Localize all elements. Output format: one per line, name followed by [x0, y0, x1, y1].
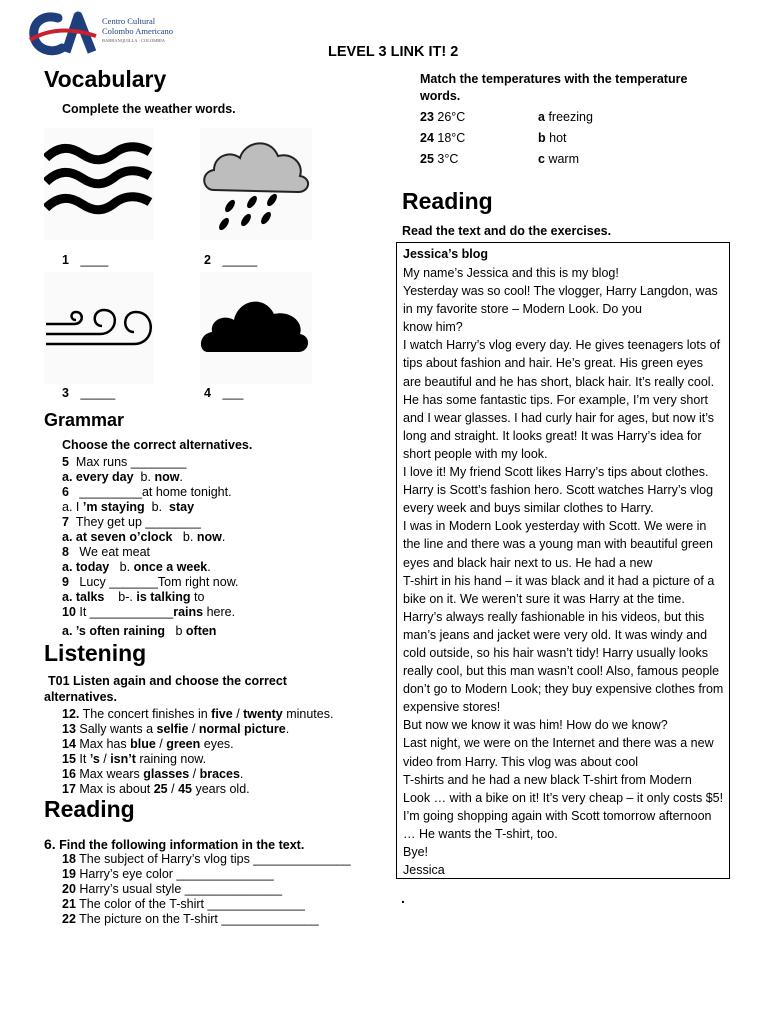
- blog-line: eyes and black hair next to us. He had a new: [403, 555, 653, 570]
- reading-instruction-left: [44, 836, 304, 852]
- temperature-instruction-line1: Match the temperatures with the temperature: [420, 72, 688, 86]
- q8-text: We eat meat: [79, 545, 151, 559]
- listening-num: 12.: [62, 707, 80, 721]
- listening-sep: /: [189, 767, 200, 781]
- q6-opt-b-prefix: b.: [151, 500, 163, 514]
- blog-line: Look … with a bike on it! It’s very cheap – it only costs $5!: [403, 790, 724, 805]
- blog-line: video from Harry. This vlog was about cool: [403, 754, 639, 769]
- find-text: The subject of Harry’s vlog tips ______________: [75, 852, 351, 866]
- listening-num: 14: [62, 737, 76, 751]
- reading-heading-left: Reading: [44, 796, 135, 822]
- listening-num: 15: [62, 752, 76, 766]
- temperature-instruction: [420, 71, 687, 105]
- listening-sep: /: [232, 707, 244, 721]
- find-text: The color of the T-shirt ______________: [75, 897, 305, 911]
- listening-opt2: normal picture: [198, 722, 286, 736]
- vocab-num-4: 4: [204, 386, 211, 400]
- listening-num: 13: [62, 722, 76, 736]
- blog-line: Yesterday was so cool! The vlogger, Harry Langdon, was: [403, 284, 718, 299]
- temp-word: warm: [548, 152, 579, 166]
- find-num: 21: [62, 897, 76, 911]
- blog-line: T-shirts and he had a new black T-shirt from Modern: [403, 772, 692, 787]
- listening-opt2: 45: [178, 782, 192, 796]
- q5-end: .: [179, 470, 183, 484]
- blog-line: the line and there was a young man with beautiful green: [403, 537, 713, 552]
- find-num: 18: [62, 852, 76, 866]
- blog-lines: [403, 264, 729, 879]
- q8-num: 8: [62, 545, 69, 559]
- blog-line: really cool, but this man wasn’t cool! Also, famous people: [403, 664, 720, 679]
- blog-line: long and straight. It looks great! It was Harry’s idea for: [403, 428, 702, 443]
- wind-waves-icon: [44, 128, 154, 240]
- find-text: Harry’s usual style ______________: [75, 882, 283, 896]
- listening-pre: Max is about: [75, 782, 154, 796]
- blog-line: bike on it. We weren’t sure it was Harry at the time.: [403, 591, 685, 606]
- q5-opt-a: a. every day: [62, 470, 134, 484]
- blog-line: Jessica: [403, 863, 445, 878]
- find-num: 22: [62, 912, 76, 926]
- listening-sep: /: [155, 737, 167, 751]
- q9-opt-a: a. talks: [62, 590, 105, 604]
- listening-post: .: [285, 722, 290, 736]
- listening-sep: /: [188, 722, 199, 736]
- temp-letter: a: [538, 110, 545, 124]
- blog-line: Last night, we were on the Internet and there was a new: [403, 736, 714, 751]
- temperature-instruction-line2: words.: [420, 89, 461, 103]
- vocab-num-2: 2: [204, 253, 211, 267]
- grammar-instruction: Choose the correct alternatives.: [62, 438, 253, 452]
- blog-line: Harry’s always really fashionable in his videos, but this: [403, 609, 705, 624]
- listening-opt1: selfie: [156, 722, 189, 736]
- blog-line: I’m going shopping again with Scott tomorrow afternoon: [403, 808, 712, 823]
- vocab-blank-4: ___: [222, 386, 244, 400]
- cloud-icon: [200, 272, 312, 384]
- temp-word: freezing: [548, 110, 593, 124]
- blog-line: in my favorite store – Modern Look. Do you: [403, 302, 643, 317]
- q10-text-a: It ____________: [79, 605, 174, 619]
- listening-sep: /: [167, 782, 179, 796]
- listening-instruction-line2: alternatives.: [44, 689, 117, 704]
- institution-line1: Centro Cultural: [102, 16, 156, 26]
- logo: [28, 10, 188, 58]
- vocab-num-3: 3: [62, 386, 69, 400]
- listening-post: years old.: [191, 782, 250, 796]
- vocab-blank-1: ____: [80, 253, 109, 267]
- listening-post: raining now.: [135, 752, 207, 766]
- q10-opt-b: often: [185, 624, 217, 638]
- trailing-dot: .: [401, 890, 405, 906]
- q8-opt-b-prefix: b.: [119, 560, 131, 574]
- listening-instruction-line1: T01 Listen again and choose the correct: [48, 674, 287, 688]
- blog-line: man’s jeans and jacket were very old. It was windy and: [403, 627, 708, 642]
- listening-post: minutes.: [282, 707, 334, 721]
- rain-cloud-icon: [200, 128, 312, 240]
- q7-opt-a: a. at seven o’clock: [62, 530, 173, 544]
- temp-num: 25: [420, 152, 434, 166]
- vocab-blank-3: _____: [80, 386, 116, 400]
- institution-line3: BARRANQUILLA · COLOMBIA: [102, 38, 165, 43]
- listening-pre: Sally wants a: [75, 722, 157, 736]
- wind-swirl-icon: [44, 272, 154, 384]
- blog-line: every week and buys similar clothes to Harry.: [403, 501, 654, 516]
- blog-line: … He wants the T-shirt, too.: [403, 826, 558, 841]
- q5-opt-b: now: [154, 470, 180, 484]
- temp-letter: c: [538, 152, 545, 166]
- listening-pre: The concert finishes in: [79, 707, 212, 721]
- blog-line: My name’s Jessica and this is my blog!: [403, 266, 619, 280]
- q9-text: Lucy _______Tom right now.: [79, 575, 239, 589]
- blog-line: tips about fashion and hair. He’s great. His green eyes: [403, 356, 703, 371]
- blog-line: don’t go to Modern Look; they buy expensive clothes from: [403, 682, 724, 697]
- listening-opt1: 25: [153, 782, 168, 796]
- listening-opt1: glasses: [143, 767, 190, 781]
- listening-pre: Max has: [75, 737, 131, 751]
- find-text: The picture on the T-shirt ______________: [75, 912, 319, 926]
- q5-opt-b-prefix: b.: [140, 470, 151, 484]
- blog-line: I love it! My friend Scott likes Harry’s tips about clothes.: [403, 465, 709, 480]
- blog-line: and I wear glasses. I had curly hair for ages, but now it’s: [403, 410, 715, 425]
- blog-line: I watch Harry’s vlog every day. He gives teenagers lots of: [403, 338, 721, 353]
- listening-opt1: blue: [130, 737, 156, 751]
- temp-value: 26°C: [437, 110, 466, 124]
- blog-line: I was in Modern Look yesterday with Scott. We were in: [403, 519, 707, 534]
- find-num: 19: [62, 867, 76, 881]
- q10-text-b: here.: [206, 605, 236, 619]
- q8-end: .: [207, 560, 211, 574]
- q10-opt-a: a. ’s often raining: [62, 624, 166, 638]
- listening-instruction: [44, 674, 287, 705]
- blog-line: He has some fantastic tips. For example, I’m very short: [403, 392, 708, 407]
- blog-title: Jessica’s blog: [403, 247, 488, 261]
- listening-num: 16: [62, 767, 76, 781]
- blog-line: cold outside, so his hair wasn’t tidy! Harry usually looks: [403, 645, 708, 660]
- blog-line: Harry is Scott’s fashion hero. Scott watches Harry’s vlog: [403, 483, 714, 498]
- q7-end: .: [221, 530, 226, 544]
- listening-opt1: five: [211, 707, 233, 721]
- blog-line: But now we know it was him! How do we know?: [403, 718, 668, 733]
- blog-line: short people with my look.: [403, 446, 548, 461]
- q10-num: 10: [62, 605, 76, 619]
- temp-num: 23: [420, 110, 434, 124]
- q5-text: Max runs ________: [75, 455, 187, 469]
- listening-pre: It: [75, 752, 90, 766]
- blog-line: know him?: [403, 320, 463, 335]
- temp-num: 24: [420, 131, 434, 145]
- q9-opt-b: is talking: [136, 590, 191, 604]
- listening-post: .: [239, 767, 244, 781]
- listening-opt2: isn’t: [110, 752, 136, 766]
- blog-text-box: [396, 242, 730, 879]
- q10-bold: rains: [173, 605, 204, 619]
- temp-word: hot: [549, 131, 567, 145]
- blog-line: Bye!: [403, 845, 429, 859]
- find-text: Harry’s eye color ______________: [75, 867, 274, 881]
- q10-opt-b-prefix: b: [175, 624, 183, 638]
- blog-text: [403, 247, 729, 879]
- find-num: 20: [62, 882, 76, 896]
- reading-instruction-right: Read the text and do the exercises.: [402, 224, 612, 238]
- blog-line: T-shirt in his hand – it was black and it had a picture of a: [403, 573, 715, 588]
- q6-num: 6: [62, 485, 69, 499]
- q9-opt-b-prefix: b-.: [118, 590, 133, 604]
- q5-num: 5: [62, 455, 69, 469]
- q8-opt-a: a. today: [62, 560, 110, 574]
- institution-line2: Colombo Americano: [102, 26, 174, 36]
- listening-opt1: ’s: [89, 752, 100, 766]
- listening-post: eyes.: [200, 737, 234, 751]
- q6-opt-a: ’m staying: [82, 500, 145, 514]
- vocab-num-1: 1: [62, 253, 69, 267]
- reading-instruction-text: Find the following information in the text.: [59, 838, 305, 852]
- q6-text: _________at home tonight.: [79, 485, 232, 499]
- vocabulary-heading: Vocabulary: [44, 66, 167, 92]
- q9-num: 9: [62, 575, 69, 589]
- listening-heading: Listening: [44, 640, 147, 666]
- vocabulary-instruction: Complete the weather words.: [62, 102, 236, 116]
- blog-line: are beautiful and he has short, black hair. It’s really cool.: [403, 374, 715, 389]
- listening-pre: Max wears: [75, 767, 144, 781]
- q9-end: to: [194, 590, 205, 604]
- blog-line: expensive stores!: [403, 700, 501, 715]
- page-title: LEVEL 3 LINK IT! 2: [328, 44, 459, 60]
- q6-opt-b: stay: [169, 500, 195, 514]
- listening-opt2: braces: [199, 767, 240, 781]
- q7-text: They get up ________: [75, 515, 202, 529]
- q7-num: 7: [62, 515, 69, 529]
- grammar-heading: Grammar: [44, 410, 125, 430]
- reading-heading-right: Reading: [402, 188, 493, 214]
- temp-letter: b: [538, 131, 546, 145]
- listening-opt2: twenty: [243, 707, 283, 721]
- listening-sep: /: [99, 752, 111, 766]
- reading-instruction-num: 6.: [44, 836, 56, 852]
- listening-num: 17: [62, 782, 76, 796]
- q8-opt-b: once a week: [133, 560, 208, 574]
- temp-value: 18°C: [437, 131, 466, 145]
- q7-opt-b: now: [196, 530, 222, 544]
- temp-value: 3°C: [437, 152, 459, 166]
- listening-opt2: green: [166, 737, 201, 751]
- logo-mark-icon: [28, 10, 98, 58]
- q6-opt-a-prefix: a. I: [62, 500, 80, 514]
- vocab-blank-2: _____: [222, 253, 258, 267]
- q7-opt-b-prefix: b.: [182, 530, 194, 544]
